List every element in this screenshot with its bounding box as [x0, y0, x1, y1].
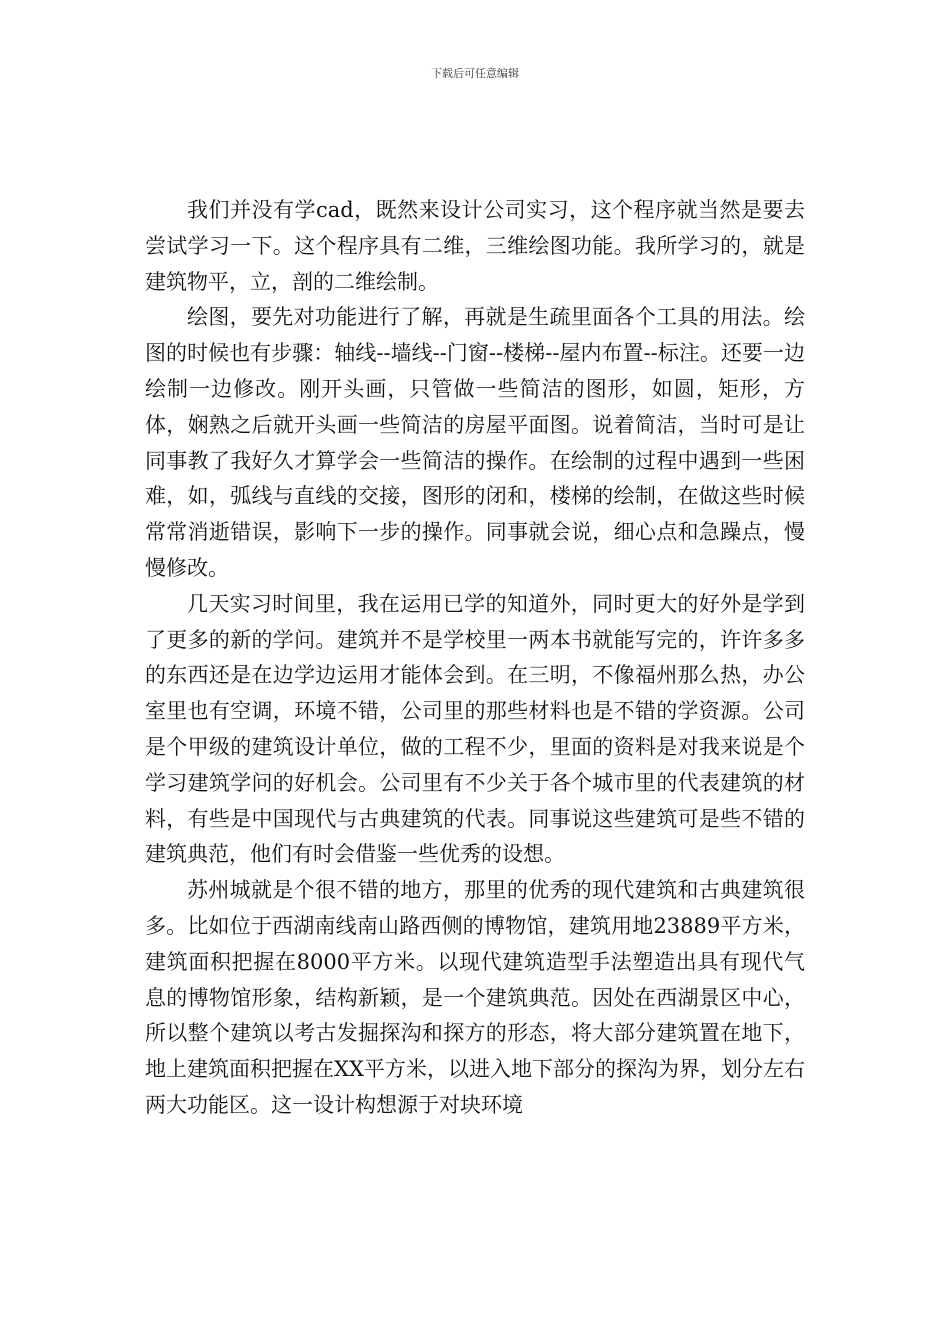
document-body	[145, 193, 805, 1124]
paragraph-1: 我们并没有学cad，既然来设计公司实习，这个程序就当然是要去尝试学习一下。这个程序具有二维，三维绘图功能。我所学习的，就是建筑物平，立，剖的二维绘制。	[145, 198, 805, 294]
paragraph-3: 几天实习时间里，我在运用已学的知道外，同时更大的好外是学到了更多的新的学问。建筑并不是学校里一两本书就能写完的，许许多多的东西还是在边学边运用才能体会到。在三明，不像福州那么热，办公室里也有空调，环境不错，公司里的那些材料也是不错的学资源。公司是个甲级的建筑设计单位，做的工程不少，里面的资料是对我来说是个学习建筑学问的好机会。公司里有不少关于各个城市里的代表建筑的材料，有些是中国现代与古典建筑的代表。同事说这些建筑可是些不错的建筑典范，他们有时会借鉴一些优秀的设想。	[145, 591, 805, 867]
paragraph-4: 苏州城就是个很不错的地方，那里的优秀的现代建筑和古典建筑很多。比如位于西湖南线南山路西侧的博物馆，建筑用地23889平方米，建筑面积把握在8000平方米。以现代建筑造型手法塑造出具有现代气息的博物馆形象，结构新颖，是一个建筑典范。因处在西湖景区中心，所以整个建筑以考古发掘探沟和探方的形态，将大部分建筑置在地下，地上建筑面积把握在XX平方米，以进入地下部分的探沟为界，划分左右两大功能区。这一设计构想源于对块环境	[145, 878, 805, 1117]
paragraph-2: 绘图，要先对功能进行了解，再就是生疏里面各个工具的用法。绘图的时候也有步骤：轴线--墙线--门窗--楼梯--屋内布置--标注。还要一边绘制一边修改。刚开头画，只管做一些简洁的图形，如圆，矩形，方体，娴熟之后就开头画一些简洁的房屋平面图。说着简洁，当时可是让同事教了我好久才算学会一些简洁的操作。在绘制的过程中遇到一些困难，如，弧线与直线的交接，图形的闭和，楼梯的绘制，在做这些时候常常消逝错误，影响下一步的操作。同事就会说，细心点和急躁点，慢慢修改。	[145, 305, 805, 580]
page-header: 下载后可任意编辑	[431, 67, 519, 80]
